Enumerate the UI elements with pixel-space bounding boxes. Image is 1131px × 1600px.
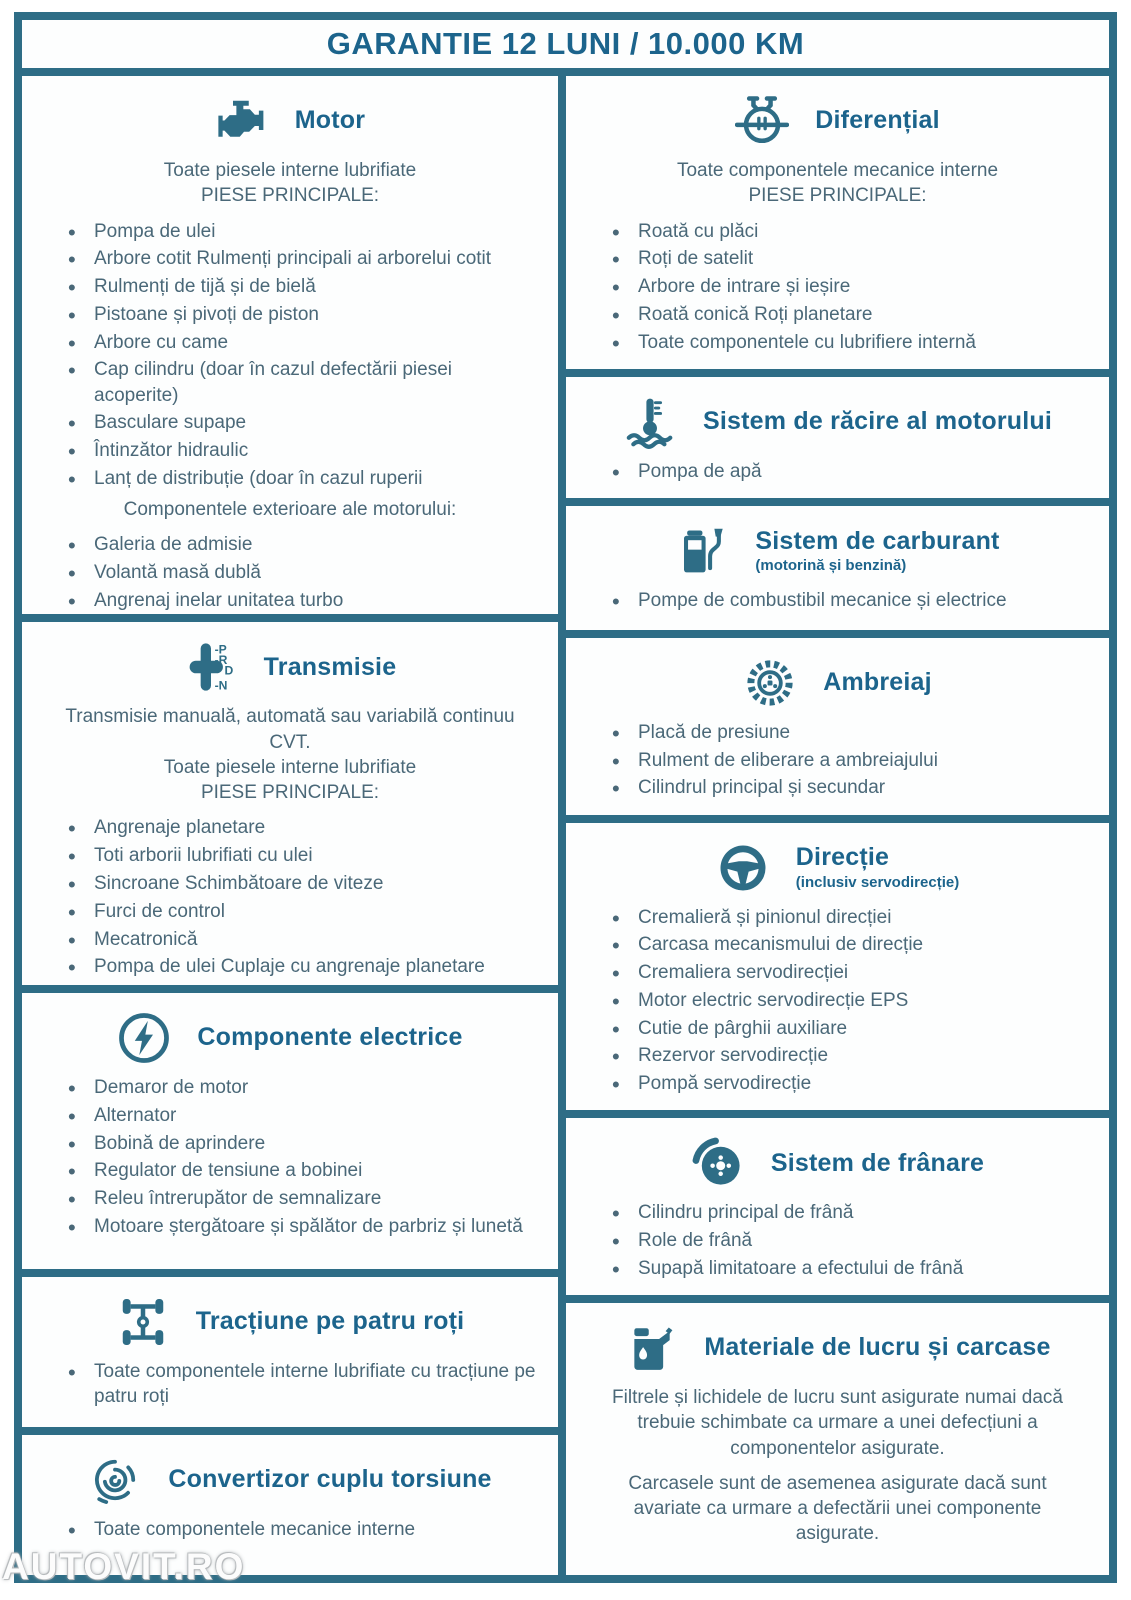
section-note [49,497,530,522]
section-header [586,841,1089,895]
section-note [594,1471,1082,1547]
list-item: • Cap cilindru (doar în cazul defectării piesei acoperite) [66,357,538,408]
list-item: • Angrenaj inelar unitatea turbo [66,588,538,613]
list-item: • Arbore cu came [66,330,538,355]
list-item: • Role de frână [610,1228,1089,1253]
lightning-bolt-icon [117,1011,171,1065]
section-title: Sistem de carburant [755,526,1000,555]
section-subtitle: (motorină și benzină) [755,557,907,575]
svg-text:-N: -N [214,678,228,693]
list-item: • Supapă limitatoare a efectului de frână [610,1256,1089,1281]
section-title: Tracțiune pe patru roți [195,1307,465,1336]
list-item: • Carcasa mecanismului de direcție [610,932,1089,957]
section-directie [566,815,1109,1111]
list-item: • Rezervor servodirecție [610,1043,1089,1068]
section-title: Sistem de frânare [770,1148,985,1177]
list-item: • Bobină de aprindere [66,1131,538,1156]
section-subtitle: (inclusiv servodirecție) [795,873,960,891]
engine-icon [215,94,269,148]
list-item: • Volantă masă dublă [66,560,538,585]
section-componente-electrice [22,985,558,1269]
page-title: GARANTIE 12 LUNI / 10.000 KM [22,20,1109,76]
list-item: • Toate componentele interne lubrifiate cu tracțiune pe patru roți [66,1359,538,1410]
section-motor [22,76,558,614]
parts-list [42,1359,538,1410]
list-item: • Roată cu plăci [610,219,1089,244]
parts-list [42,1517,538,1542]
thermometer-icon [623,395,677,449]
section-header [42,640,538,694]
parts-list [42,815,538,979]
list-item: • Lanț de distribuție (doar în cazul ruperii [66,466,538,491]
note-line: Componentele exterioare ale motorului: [123,499,457,521]
note-line: Filtrele și lichidele de lucru sunt asigurate numai dacă trebuie schimbate ca urmare a unei defecțiuni a componentelor asigurate. [612,1387,1063,1459]
list-item: • Cremaliera servodirecției [610,960,1089,985]
list-item: • Rulmenți de tijă și de bielă [66,274,538,299]
watermark-logo: AUTOVIT.RO [2,1546,246,1587]
list-item: • Toate componentele mecanice interne [66,1517,538,1542]
section-header [586,1321,1089,1375]
list-item: • Cremalieră și pinionul direcției [610,905,1089,930]
list-item: • Placă de presiune [610,720,1089,745]
list-item: • Demaror de motor [66,1075,538,1100]
parts-list [42,219,538,492]
section-diferential [566,76,1109,369]
steering-wheel-icon [716,841,770,895]
list-item: • Arbore de intrare și ieșire [610,274,1089,299]
parts-list [586,219,1089,355]
list-item: • Alternator [66,1103,538,1128]
section-header [586,524,1089,578]
gear-shifter-icon [184,640,238,694]
list-item: • Rulment de eliberare a ambreiajului [610,748,1089,773]
list-item: • Cilindru principal de frână [610,1200,1089,1225]
torque-converter-icon [88,1453,142,1507]
section-title: Direcție [795,843,890,872]
section-title: Diferențial [815,106,940,135]
section-header [42,1453,538,1507]
section-header [42,1011,538,1065]
section-materiale [566,1295,1109,1575]
section-header [42,94,538,148]
svg-text:-R: -R [214,653,228,668]
section-title: Sistem de răcire al motorului [703,406,1052,435]
note-line: PIESE PRINCIPALE: [200,782,380,804]
list-item: • Motor electric servodirecție EPS [610,988,1089,1013]
section-note [49,704,530,805]
list-item: • Pompe de combustibil mecanice și electrice [610,588,1089,613]
note-line: Carcasele sunt de asemenea asigurate dacă sunt avariate ca urmare a defectării unei componente asigurate. [628,1472,1047,1545]
list-item: • Sincroane Schimbătoare de viteze [66,871,538,896]
list-item: • Furci de control [66,899,538,924]
section-title: Materiale de lucru și carcase [704,1333,1051,1362]
section-note [594,158,1082,209]
note-line: Toate componentele mecanice interne [676,160,999,181]
list-item: • Întinzător hidraulic [66,438,538,463]
note-line: Toate piesele interne lubrifiate [163,756,417,778]
list-item: • Roți de satelit [610,246,1089,271]
list-item: • Pompa de ulei Cuplaje cu angrenaje planetare [66,954,538,979]
section-title: Ambreiaj [823,668,932,697]
parts-list [42,1075,538,1239]
section-header [586,94,1089,148]
list-item: • Releu întrerupător de semnalizare [66,1186,538,1211]
section-header [586,395,1089,449]
parts-list [586,1200,1089,1281]
clutch-disc-icon [743,656,797,710]
note-line: PIESE PRINCIPALE: [748,185,927,207]
list-item: • Toate componentele cu lubrifiere internă [610,330,1089,355]
section-header [586,1136,1089,1190]
left-column [22,76,566,1575]
list-item: • Pistoane și pivoți de piston [66,302,538,327]
section-header [42,1295,538,1349]
section-tractiune [22,1269,558,1427]
list-item: • Pompă servodirecție [610,1071,1089,1096]
section-title: Motor [294,106,366,135]
oil-canister-icon [624,1321,678,1375]
four-wheel-drive-icon [116,1295,170,1349]
differential-icon [735,94,789,148]
section-title: Convertizor cuplu torsiune [168,1465,492,1494]
list-item: • Roată conică Roți planetare [610,302,1089,327]
right-column [566,76,1109,1575]
list-item: • Regulator de tensiune a bobinei [66,1158,538,1183]
list-item: • Pompa de apă [610,459,1089,484]
list-item: • Basculare supape [66,410,538,435]
note-line: PIESE PRINCIPALE: [200,185,380,207]
list-item: • Angrenaje planetare [66,815,538,840]
parts-list [586,720,1089,801]
list-item: • Mecatronică [66,927,538,952]
warranty-sheet [14,12,1117,1583]
list-item: • Galeria de admisie [66,532,538,557]
section-transmisie [22,614,558,985]
svg-text:D: D [224,664,233,679]
parts-list [42,532,538,613]
list-item: • Pompa de ulei [66,219,538,244]
list-item: • Arbore cotit Rulmenți principali ai arborelui cotit [66,246,538,271]
section-header [586,656,1089,710]
section-franare [566,1110,1109,1295]
note-line: Transmisie manuală, automată sau variabilă continuu CVT. [65,706,515,753]
section-title: Componente electrice [197,1023,463,1052]
brake-disc-icon [691,1136,745,1190]
list-item: • Motoare ștergătoare și spălător de parbriz și lunetă [66,1214,538,1239]
parts-list [586,459,1089,484]
section-note [49,158,530,209]
fuel-pump-icon [675,524,729,578]
section-carburant [566,498,1109,630]
svg-text:-P: -P [214,642,227,657]
list-item: • Cilindrul principal și secundar [610,775,1089,800]
note-line: Toate piesele interne lubrifiate [163,160,417,181]
section-ambreiaj [566,630,1109,815]
section-racire [566,369,1109,498]
columns-container [22,76,1109,1575]
list-item: • Cutie de pârghii auxiliare [610,1016,1089,1041]
parts-list [586,905,1089,1097]
section-note [594,1385,1082,1461]
section-title: Transmisie [263,652,397,681]
parts-list [586,588,1089,613]
list-item: • Toti arborii lubrifiati cu ulei [66,843,538,868]
